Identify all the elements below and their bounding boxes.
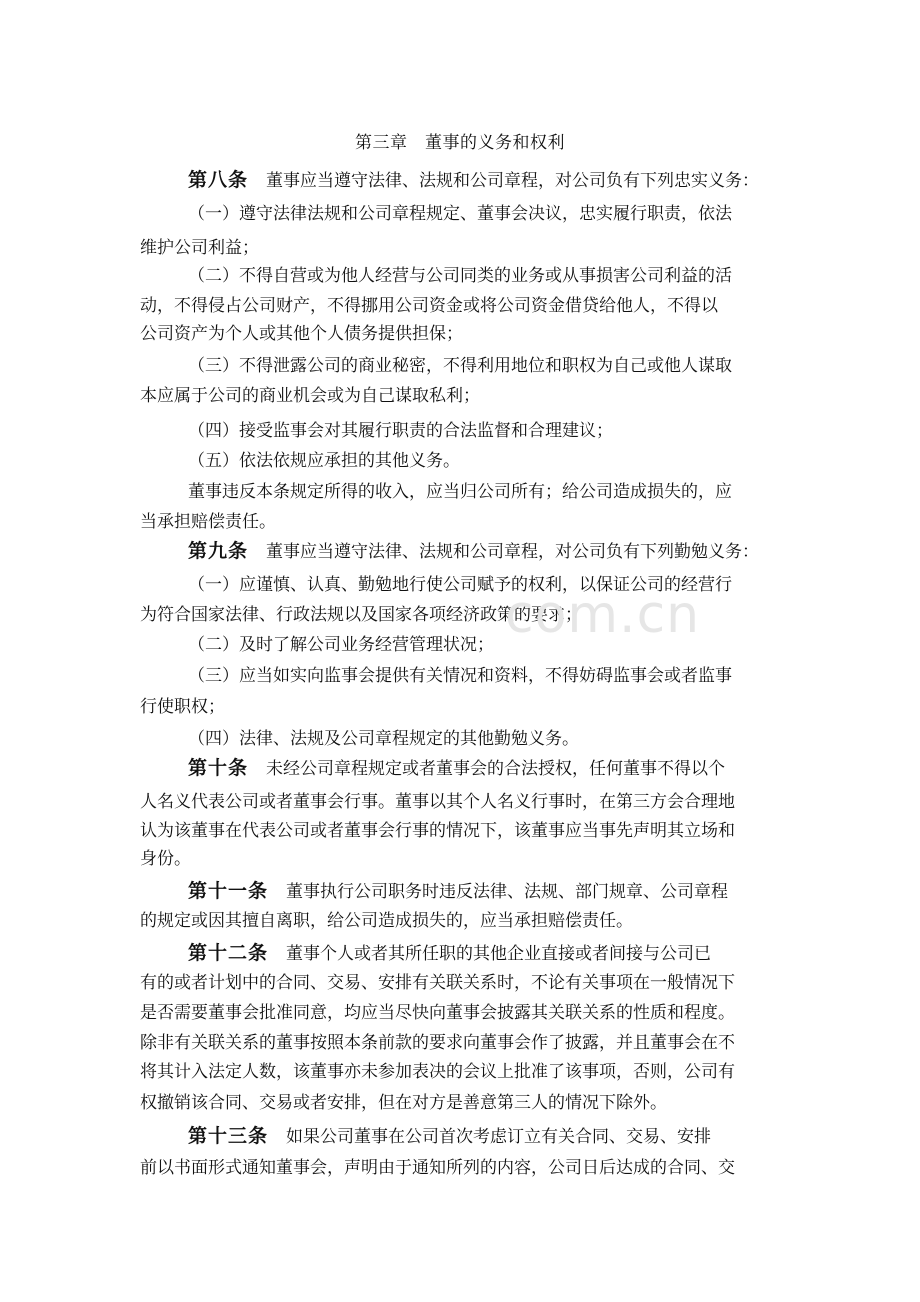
line-text: 董事个人或者其所任职的其他企业直接或者间接与公司已 <box>286 944 712 964</box>
article-first-line <box>188 941 711 966</box>
paragraph-line <box>140 1156 735 1180</box>
line-text: （四）法律、法规及公司章程规定的其他勤勉义务。 <box>188 729 579 749</box>
line-text: 的规定或因其擅自离职，给公司造成损失的，应当承担赔偿责任。 <box>140 911 633 931</box>
watermark: com.cn <box>505 585 701 645</box>
line-text: 行使职权； <box>140 697 225 717</box>
line-text: 如果公司董事在公司首次考虑订立有关合同、交易、安排 <box>286 1127 712 1147</box>
line-text: 权撤销该合同、交易或者安排，但在对方是善意第三人的情况下除外。 <box>140 1093 667 1113</box>
paragraph-line <box>188 633 494 657</box>
line-text: 将其计入法定人数，该董事亦未参加表决的会议上批准了该事项，否则，公司有 <box>140 1062 735 1082</box>
article-first-line <box>188 756 725 781</box>
line-text: 当承担赔偿责任。 <box>140 512 276 532</box>
paragraph-line <box>188 449 460 473</box>
paragraph-line <box>188 727 579 751</box>
paragraph-line <box>140 1031 735 1055</box>
line-text: 人名义代表公司或者董事会行事。董事以其个人名义行事时，在第三方会合理地 <box>140 792 735 812</box>
paragraph-line <box>140 322 463 346</box>
line-text: （五）依法依规应承担的其他义务。 <box>188 451 460 471</box>
article-number: 第十条 <box>188 757 249 779</box>
article-number: 第九条 <box>188 540 249 562</box>
article-first-line <box>188 879 728 904</box>
line-text: 除非有关联关系的董事按照本条前款的要求向董事会作了披露，并且董事会在不 <box>140 1033 735 1053</box>
line-text: （三）应当如实向监事会提供有关情况和资料，不得妨碍监事会或者监事 <box>188 666 732 686</box>
article-number: 第八条 <box>188 169 249 191</box>
line-text: （二）及时了解公司业务经营管理状况； <box>188 635 494 655</box>
line-text: 董事应当遵守法律、法规和公司章程，对公司负有下列勤勉义务： <box>266 542 760 562</box>
paragraph-line <box>140 847 191 871</box>
line-text: 董事应当遵守法律、法规和公司章程，对公司负有下列忠实义务： <box>266 171 760 191</box>
paragraph-line <box>140 971 735 995</box>
line-text: 维护公司利益； <box>140 238 259 258</box>
line-text: 董事违反本条规定所得的收入，应当归公司所有；给公司造成损失的，应 <box>188 482 732 502</box>
line-text: 为符合国家法律、行政法规以及国家各项经济政策的要求； <box>140 605 582 625</box>
line-text: （四）接受监事会对其履行职责的合法监督和合理建议； <box>188 421 613 441</box>
paragraph-line <box>188 664 732 688</box>
paragraph-line <box>188 354 732 378</box>
line-text: 本应属于公司的商业机会或为自己谋取私利； <box>140 386 480 406</box>
paragraph-line <box>188 202 732 226</box>
line-text: （一）应谨慎、认真、勤勉地行使公司赋予的权利，以保证公司的经营行 <box>188 575 732 595</box>
paragraph-line <box>140 909 633 933</box>
paragraph-line <box>140 695 225 719</box>
paragraph-line <box>140 510 276 534</box>
line-text: 前以书面形式通知董事会，声明由于通知所列的内容，公司日后达成的合同、交 <box>140 1158 735 1178</box>
article-first-line <box>188 168 759 193</box>
paragraph-line <box>140 294 718 318</box>
article-first-line <box>188 539 759 564</box>
paragraph-line <box>140 819 735 843</box>
article-first-line <box>188 1124 711 1149</box>
article-number: 第十二条 <box>188 942 269 964</box>
line-text: 身份。 <box>140 849 191 869</box>
line-text: （二）不得自营或为他人经营与公司同类的业务或从事损害公司利益的活 <box>188 266 732 286</box>
paragraph-line <box>188 419 613 443</box>
line-text: 是否需要董事会批准同意，均应当尽快向董事会披露其关联关系的性质和程度。 <box>140 1003 735 1023</box>
line-text: （一）遵守法律法规和公司章程规定、董事会决议，忠实履行职责，依法 <box>188 204 732 224</box>
line-text: 董事执行公司职务时违反法律、法规、部门规章、公司章程 <box>286 882 729 902</box>
line-text: （三）不得泄露公司的商业秘密，不得利用地位和职权为自己或他人谋取 <box>188 356 732 376</box>
paragraph-line <box>140 1091 667 1115</box>
paragraph-line <box>140 1060 735 1084</box>
paragraph-line <box>140 790 735 814</box>
paragraph-line <box>140 384 480 408</box>
line-text: 动，不得侵占公司财产，不得挪用公司资金或将公司资金借贷给他人，不得以 <box>140 296 718 316</box>
article-number: 第十一条 <box>188 880 269 902</box>
line-text: 认为该董事在代表公司或者董事会行事的情况下，该董事应当事先声明其立场和 <box>140 821 735 841</box>
chapter-title: 第三章 董事的义务和权利 <box>355 133 565 153</box>
paragraph-line <box>188 264 732 288</box>
line-text: 有的或者计划中的合同、交易、安排有关联关系时，不论有关事项在一般情况下 <box>140 973 735 993</box>
line-text: 公司资产为个人或其他个人债务提供担保； <box>140 324 463 344</box>
paragraph-line <box>140 236 259 260</box>
paragraph-line <box>188 480 732 504</box>
article-number: 第十三条 <box>188 1125 269 1147</box>
paragraph-line <box>140 1001 735 1025</box>
line-text: 未经公司章程规定或者董事会的合法授权，任何董事不得以个 <box>266 759 726 779</box>
